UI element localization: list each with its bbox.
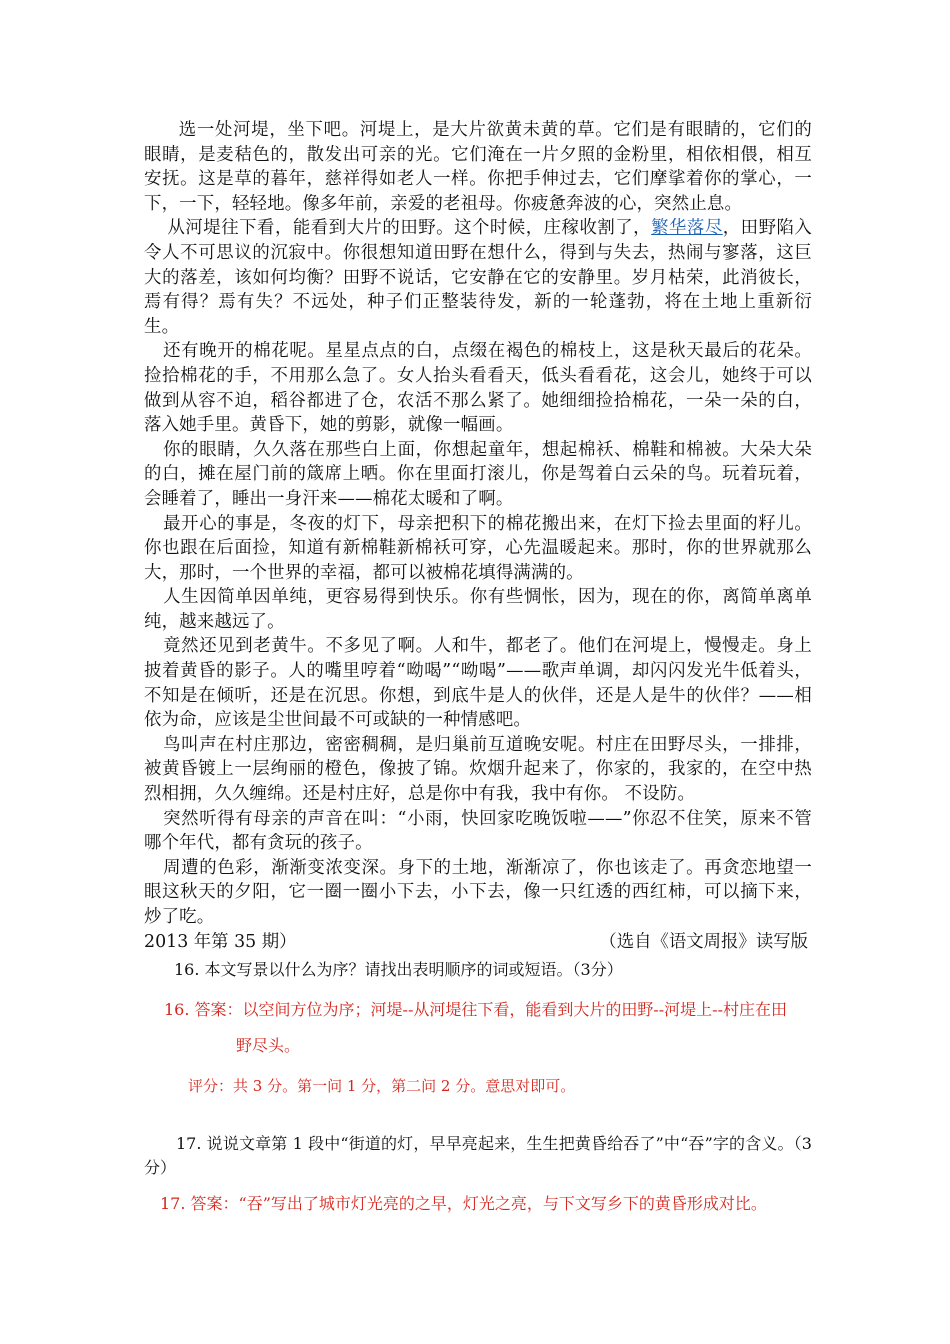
fanhua-luojin-link[interactable]: 繁华落尽 bbox=[651, 218, 723, 239]
article-paragraph-7: 竟然还见到老黄牛。不多见了啊。人和牛，都老了。他们在河堤上，慢慢走。身上披着黄昏的影子。人的嘴里哼着“呦喝”“呦喝”——歌声单调，却闪闪发光牛低着头，不知是在倾听，还是在沉思。你想，到底牛是人的伙伴，还是人是牛的伙伴？——相依为命，应该是尘世间最不可或缺的一种情感吧。 bbox=[144, 636, 812, 731]
document-page bbox=[144, 118, 812, 1218]
article-paragraph-4: 你的眼睛，久久落在那些白上面，你想起童年，想起棉袄、棉鞋和棉被。大朵大朵的白，摊在屋门前的箴席上晒。你在里面打滚儿，你是驾着白云朵的鸟。玩着玩着，会睡着了，睡出一身汗来——棉花太暖和了啊。 bbox=[144, 439, 812, 509]
article-paragraph-1: 选一处河堤，坐下吧。河堤上，是大片欲黄未黄的草。它们是有眼睛的，它们的眼睛，是麦秸色的，散发出可亲的光。它们淹在一片夕照的金粉里，相依相偎，相互安抚。这是草的暮年，慈祥得如老人一样。你把手伸过去，它们摩挲着你的掌心，一下，一下，轻轻地。像多年前，亲爱的老祖母。你疲惫奔波的心，突然止息。 bbox=[144, 120, 812, 214]
article-paragraph-2 bbox=[144, 216, 812, 339]
article-paragraph-5: 最开心的事是，冬夜的灯下，母亲把积下的棉花搬出来，在灯下捡去里面的籽儿。你也跟在后面捡，知道有新棉鞋新棉袄可穿，心先温暖起来。那时，你的世界就那么大，那时，一个世界的幸福，都可以被棉花填得满满的。 bbox=[144, 513, 812, 583]
article-paragraph-9: 突然听得有母亲的声音在叫：“小雨，快回家吃晚饭啦——”你忍不住笑，原来不管哪个年代，都有贪玩的孩子。 bbox=[144, 808, 812, 854]
article-paragraph-3: 还有晚开的棉花呢。星星点点的白，点缀在褐色的棉枝上，这是秋天最后的花朵。捡拾棉花的手，不用那么急了。女人抬头看看天，低头看看花，这会儿，她终于可以做到从容不迫，稻谷都进了仓，农活不那么紧了。她细细捡拾棉花，一朵一朵的白，落入她手里。黄昏下，她的剪影，就像一幅画。 bbox=[144, 341, 812, 436]
article-source-continued: 2013 年第 35 期） bbox=[144, 931, 297, 952]
answer-16 bbox=[144, 992, 812, 1064]
article-paragraph-10: 周遭的色彩，渐渐变浓变深。身下的土地，渐渐凉了，你也该走了。再贪恋地望一眼这秋天的夕阳，它一圈一圈小下去，小下去，像一只红透的西红柿，可以摘下来，炒了吃。 bbox=[144, 857, 812, 927]
answer-16-line-1: 16. 答案：以空间方位为序；河堤--从河堤往下看，能看到大片的田野--河堤上--村庄在田 bbox=[164, 1000, 787, 1020]
article-paragraph-8: 鸟叫声在村庄那边，密密稠稠，是归巢前互道晚安呢。村庄在田野尽头，一排排，被黄昏镀上一层绚丽的橙色，像披了锦。炊烟升起来了，你家的，我家的，在空中热烈相拥，久久缠绵。还是村庄好，总是你中有我，我中有你。 不设防。 bbox=[144, 734, 812, 805]
answer-17: 17. 答案：“吞”写出了城市灯光亮的之早，灯光之亮，与下文写乡下的黄昏形成对比。 bbox=[160, 1194, 767, 1214]
source-text: （选自《语文周报》读写版 bbox=[599, 931, 808, 952]
answer-16-line-2: 野尽头。 bbox=[236, 1036, 301, 1056]
paragraph-2-text-before: 从河堤往下看，能看到大片的田野。这个时候，庄稼收割了， bbox=[167, 218, 652, 239]
article-paragraph-6: 人生因简单因单纯，更容易得到快乐。你有些惆怅，因为，现在的你，离简单离单纯，越来越远了。 bbox=[144, 587, 812, 632]
question-16: 16. 本文写景以什么为序？请找出表明顺序的词或短语。（3分） bbox=[174, 960, 623, 980]
paragraph-2-text-after: ，田野陷入令人不可思议的沉寂中。你很想知道田野在想什么，得到与失去，热闹与寥落，这巨大的落差，该如何均衡？田野不说话，它安静在它的安静里。岁月枯荣，此消彼长，焉有得？焉有失？不远处，种子们正整装待发，新的一轮蓬勃，将在土地上重新衍生。 bbox=[144, 218, 812, 337]
score-16: 评分：共 3 分。第一问 1 分，第二问 2 分。意思对即可。 bbox=[188, 1077, 576, 1096]
question-17: 17. 说说文章第 1 段中“街道的灯，早早亮起来，生生把黄昏给吞了”中“吞”字的含义。（3分） bbox=[144, 1134, 812, 1178]
